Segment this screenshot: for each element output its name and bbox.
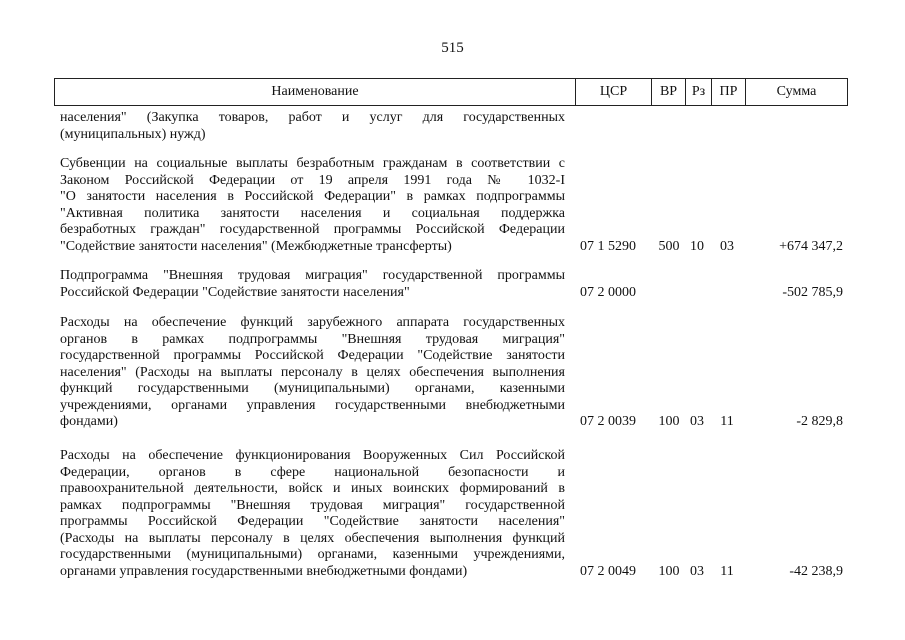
row-name-line: правоохранительной деятельности, войск и иных воинских формирований в (60, 481, 565, 496)
row-csr: 07 2 0000 (580, 284, 636, 300)
row-name-line: учреждениями, органами управления государственными внебюджетными (60, 397, 565, 413)
row-name-line: рамках подпрограммы "Внешняя трудовая миграция" государственной (60, 497, 565, 513)
header-rz: Рз (685, 79, 711, 105)
row-sum: -2 829,8 (796, 414, 843, 429)
row-name-line: Расходы на обеспечение функционирования Вооруженных Сил Российской (60, 448, 565, 463)
table-header (54, 78, 848, 106)
row-rz: 03 (690, 414, 704, 429)
row-sum: -42 238,9 (789, 563, 843, 579)
row-name-line: государственными (муниципальными) органами, казенными учреждениями, (60, 547, 565, 562)
row-sum: -502 785,9 (782, 284, 843, 300)
row-csr: 07 2 0049 (580, 563, 636, 579)
row-name-line: Федерации, органов в сфере национальной безопасности и (60, 464, 565, 480)
header-csr: ЦСР (575, 79, 651, 105)
row-name (60, 448, 565, 580)
row-csr: 07 2 0039 (580, 414, 636, 429)
row-name-line: органов в рамках подпрограммы "Внешняя трудовая миграция" (60, 331, 565, 347)
row-csr: 07 1 5290 (580, 238, 636, 254)
page-number: 515 (441, 40, 464, 56)
row-name-line: органами управления государственными внебюджетными фондами) (60, 563, 468, 579)
row-sum: +674 347,2 (779, 238, 843, 254)
row-pr: 03 (720, 238, 734, 254)
header-sum: Сумма (745, 79, 847, 105)
row-name-line: фондами) (60, 414, 118, 429)
row-name-line: (муниципальных) нужд) (60, 126, 206, 142)
row-name-line: "Активная политика занятости населения и социальная поддержка (60, 205, 565, 221)
row-name-line: Субвенции на социальные выплаты безработным гражданам в соответствии с (60, 156, 565, 171)
row-name-line: функций государственными (муниципальными) органами, казенными (60, 381, 565, 396)
header-vr: ВР (651, 79, 685, 105)
row-name (60, 268, 565, 301)
row-name-line: Подпрограмма "Внешняя трудовая миграция" государственной программы (60, 268, 565, 283)
header-pr: ПР (711, 79, 745, 105)
row-rz: 10 (690, 238, 704, 254)
row-name (60, 110, 565, 143)
row-pr: 11 (720, 414, 734, 429)
row-name-line: (Расходы на выплаты персоналу в целях обеспечения выполнения функций (60, 530, 565, 546)
row-name (60, 156, 565, 255)
row-name-line: населения" (Закупка товаров, работ и услуг для государственных (60, 110, 565, 125)
row-name-line: Законом Российской Федерации от 19 апреля 1991 года № 1032-I (60, 172, 565, 188)
row-vr: 100 (658, 414, 680, 429)
row-name-line: государственной программы Российской Федерации "Содействие занятости (60, 348, 565, 363)
row-rz: 03 (690, 563, 704, 579)
header-name: Наименование (271, 84, 359, 99)
row-name-line: "О занятости населения в Российской Федерации" в рамках подпрограммы (60, 189, 565, 204)
row-vr: 100 (658, 563, 680, 579)
row-name-line: "Содействие занятости населения" (Межбюджетные трансферты) (60, 238, 452, 254)
row-name-line: Российской Федерации "Содействие занятости населения" (60, 284, 410, 300)
row-name-line: Расходы на обеспечение функций зарубежного аппарата государственных (60, 315, 565, 330)
row-pr: 11 (720, 563, 734, 579)
row-name (60, 315, 565, 431)
row-name-line: безработных граждан" государственной программы Российской Федерации (60, 222, 565, 237)
row-name-line: программы Российской Федерации "Содействие занятости населения" (60, 514, 565, 529)
row-name-line: населения" (Расходы на выплаты персоналу в целях обеспечения выполнения (60, 364, 565, 380)
row-vr: 500 (658, 238, 680, 254)
